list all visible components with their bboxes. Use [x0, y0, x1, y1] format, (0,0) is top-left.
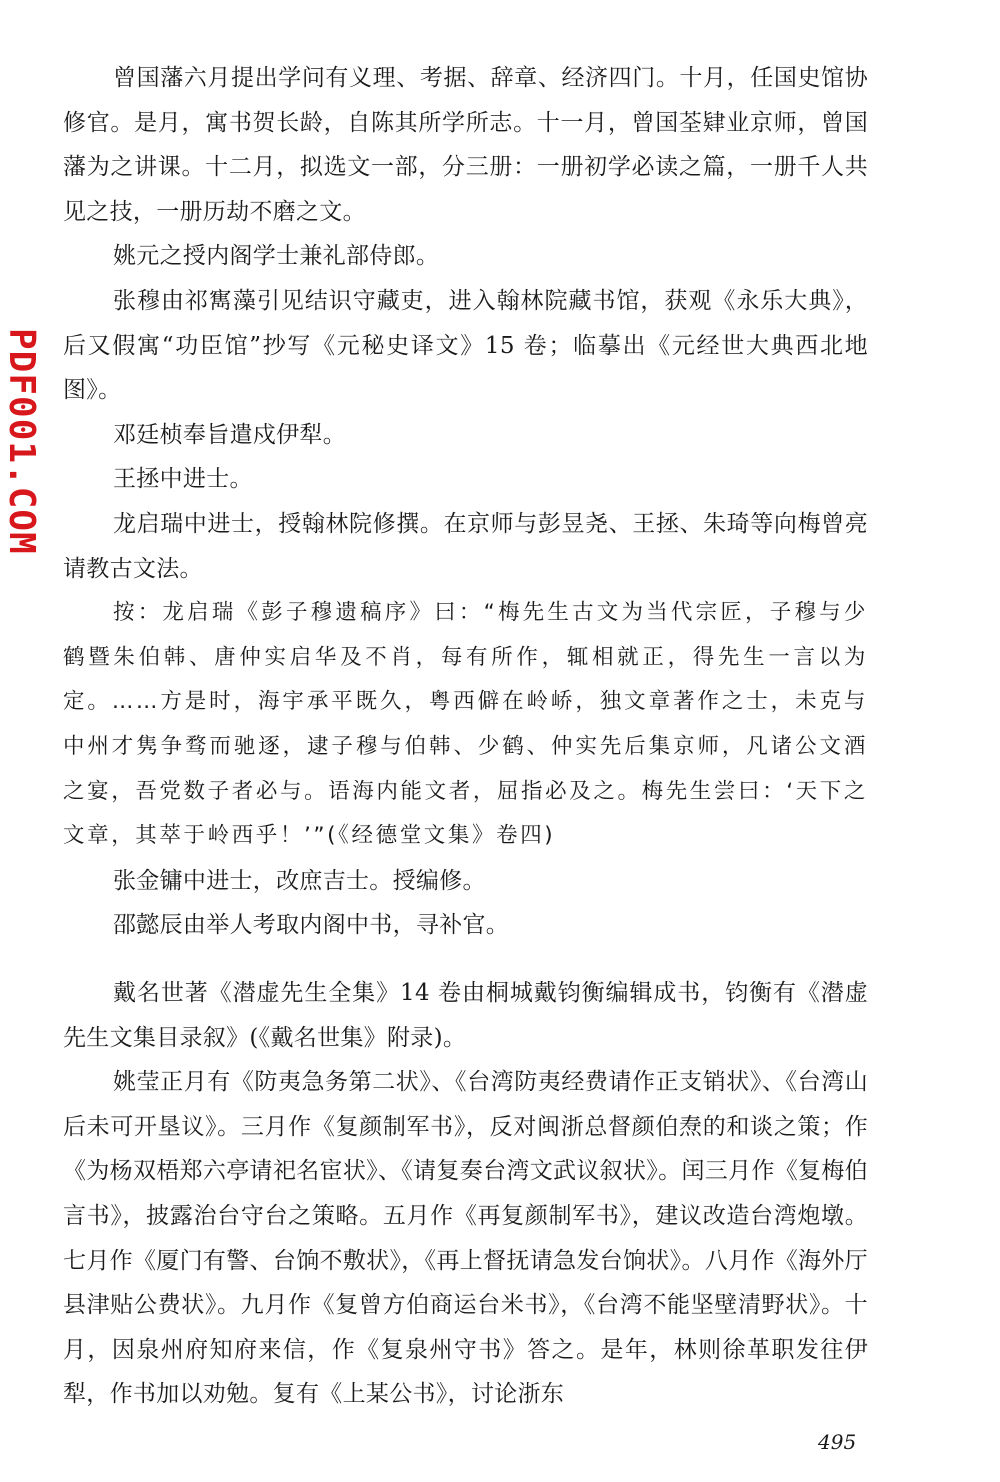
- paragraph-yao-yuanzhi: 姚元之授内阁学士兼礼部侍郎。: [113, 243, 440, 270]
- paragraph-dai-mingshi: 戴名世著《潜虚先生全集》14 卷由桐城戴钧衡编辑成书，钧衡有《潜虚先生文集目录叙》(《戴名世集》附录)。: [63, 980, 868, 1051]
- second-text-section: [63, 971, 868, 1417]
- page-number: 495: [818, 1430, 857, 1454]
- paragraph-deng-tingzhen: 邓廷桢奉旨遣戍伊犁。: [113, 421, 346, 448]
- annotation-note: 按：龙启瑞《彭子穆遗稿序》曰：“梅先生古文为当代宗匠，子穆与少鹤暨朱伯韩、唐仲实启华及不肖，每有所作，辄相就正，得先生一言以为定。……方是时，海宇承平既久，粤西僻在岭峤，独文章著作之士，未克与中州才隽争骛而驰逐，逮子穆与伯韩、少鹤、仲实先后集京师，凡诸公文酒之宴，吾党数子者必与。语海内能文者，屈指必及之。梅先生尝曰：‘天下之文章，其萃于岭西乎！’”(《经德堂文集》卷四): [63, 600, 868, 849]
- main-text-section: [63, 56, 868, 948]
- paragraph-zhang-mu: 张穆由祁寯藻引见结识守藏吏，进入翰林院藏书馆，获观《永乐大典》，后又假寓“功臣馆”抄写《元秘史译文》15 卷；临摹出《元经世大典西北地图》。: [63, 287, 868, 404]
- paragraph-yao-ying: 姚莹正月有《防夷急务第二状》、《台湾防夷经费请作正支销状》、《台湾山后未可开垦议》。三月作《复颜制军书》，反对闽浙总督颜伯焘的和谈之策；作《为杨双梧郑六亭请祀名宦状》、《请复奏台湾文武议叙状》。闰三月作《复梅伯言书》，披露治台守台之策略。五月作《再复颜制军书》，建议改造台湾炮墩。七月作《厦门有警、台饷不敷状》，《再上督抚请急发台饷状》。八月作《海外厅县津贴公费状》。九月作《复曾方伯商运台米书》，《台湾不能坚壁清野状》。十月，因泉州府知府来信，作《复泉州守书》答之。是年，林则徐革职发往伊犁，作书加以劝勉。复有《上某公书》，讨论浙东: [63, 1069, 868, 1408]
- paragraph-wang-zheng: 王拯中进士。: [113, 466, 253, 493]
- paragraph-long-qirui: 龙启瑞中进士，授翰林院修撰。在京师与彭昱尧、王拯、朱琦等向梅曾亮请教古文法。: [63, 510, 868, 582]
- paragraph-zeng-guofan: 曾国藩六月提出学问有义理、考据、辞章、经济四门。十月，任国史馆协修官。是月，寓书贺长龄，自陈其所学所志。十一月，曾国荃肄业京师，曾国藩为之讲课。十二月，拟选文一部，分三册：一册初学必读之篇，一册千人共见之技，一册历劫不磨之文。: [63, 65, 868, 225]
- paragraph-zhang-jinyong: 张金镛中进士，改庶吉士。授编修。: [113, 867, 486, 894]
- watermark: PDF001.COM: [1, 328, 42, 555]
- paragraph-shao-yichen: 邵懿辰由举人考取内阁中书，寻补官。: [113, 912, 510, 939]
